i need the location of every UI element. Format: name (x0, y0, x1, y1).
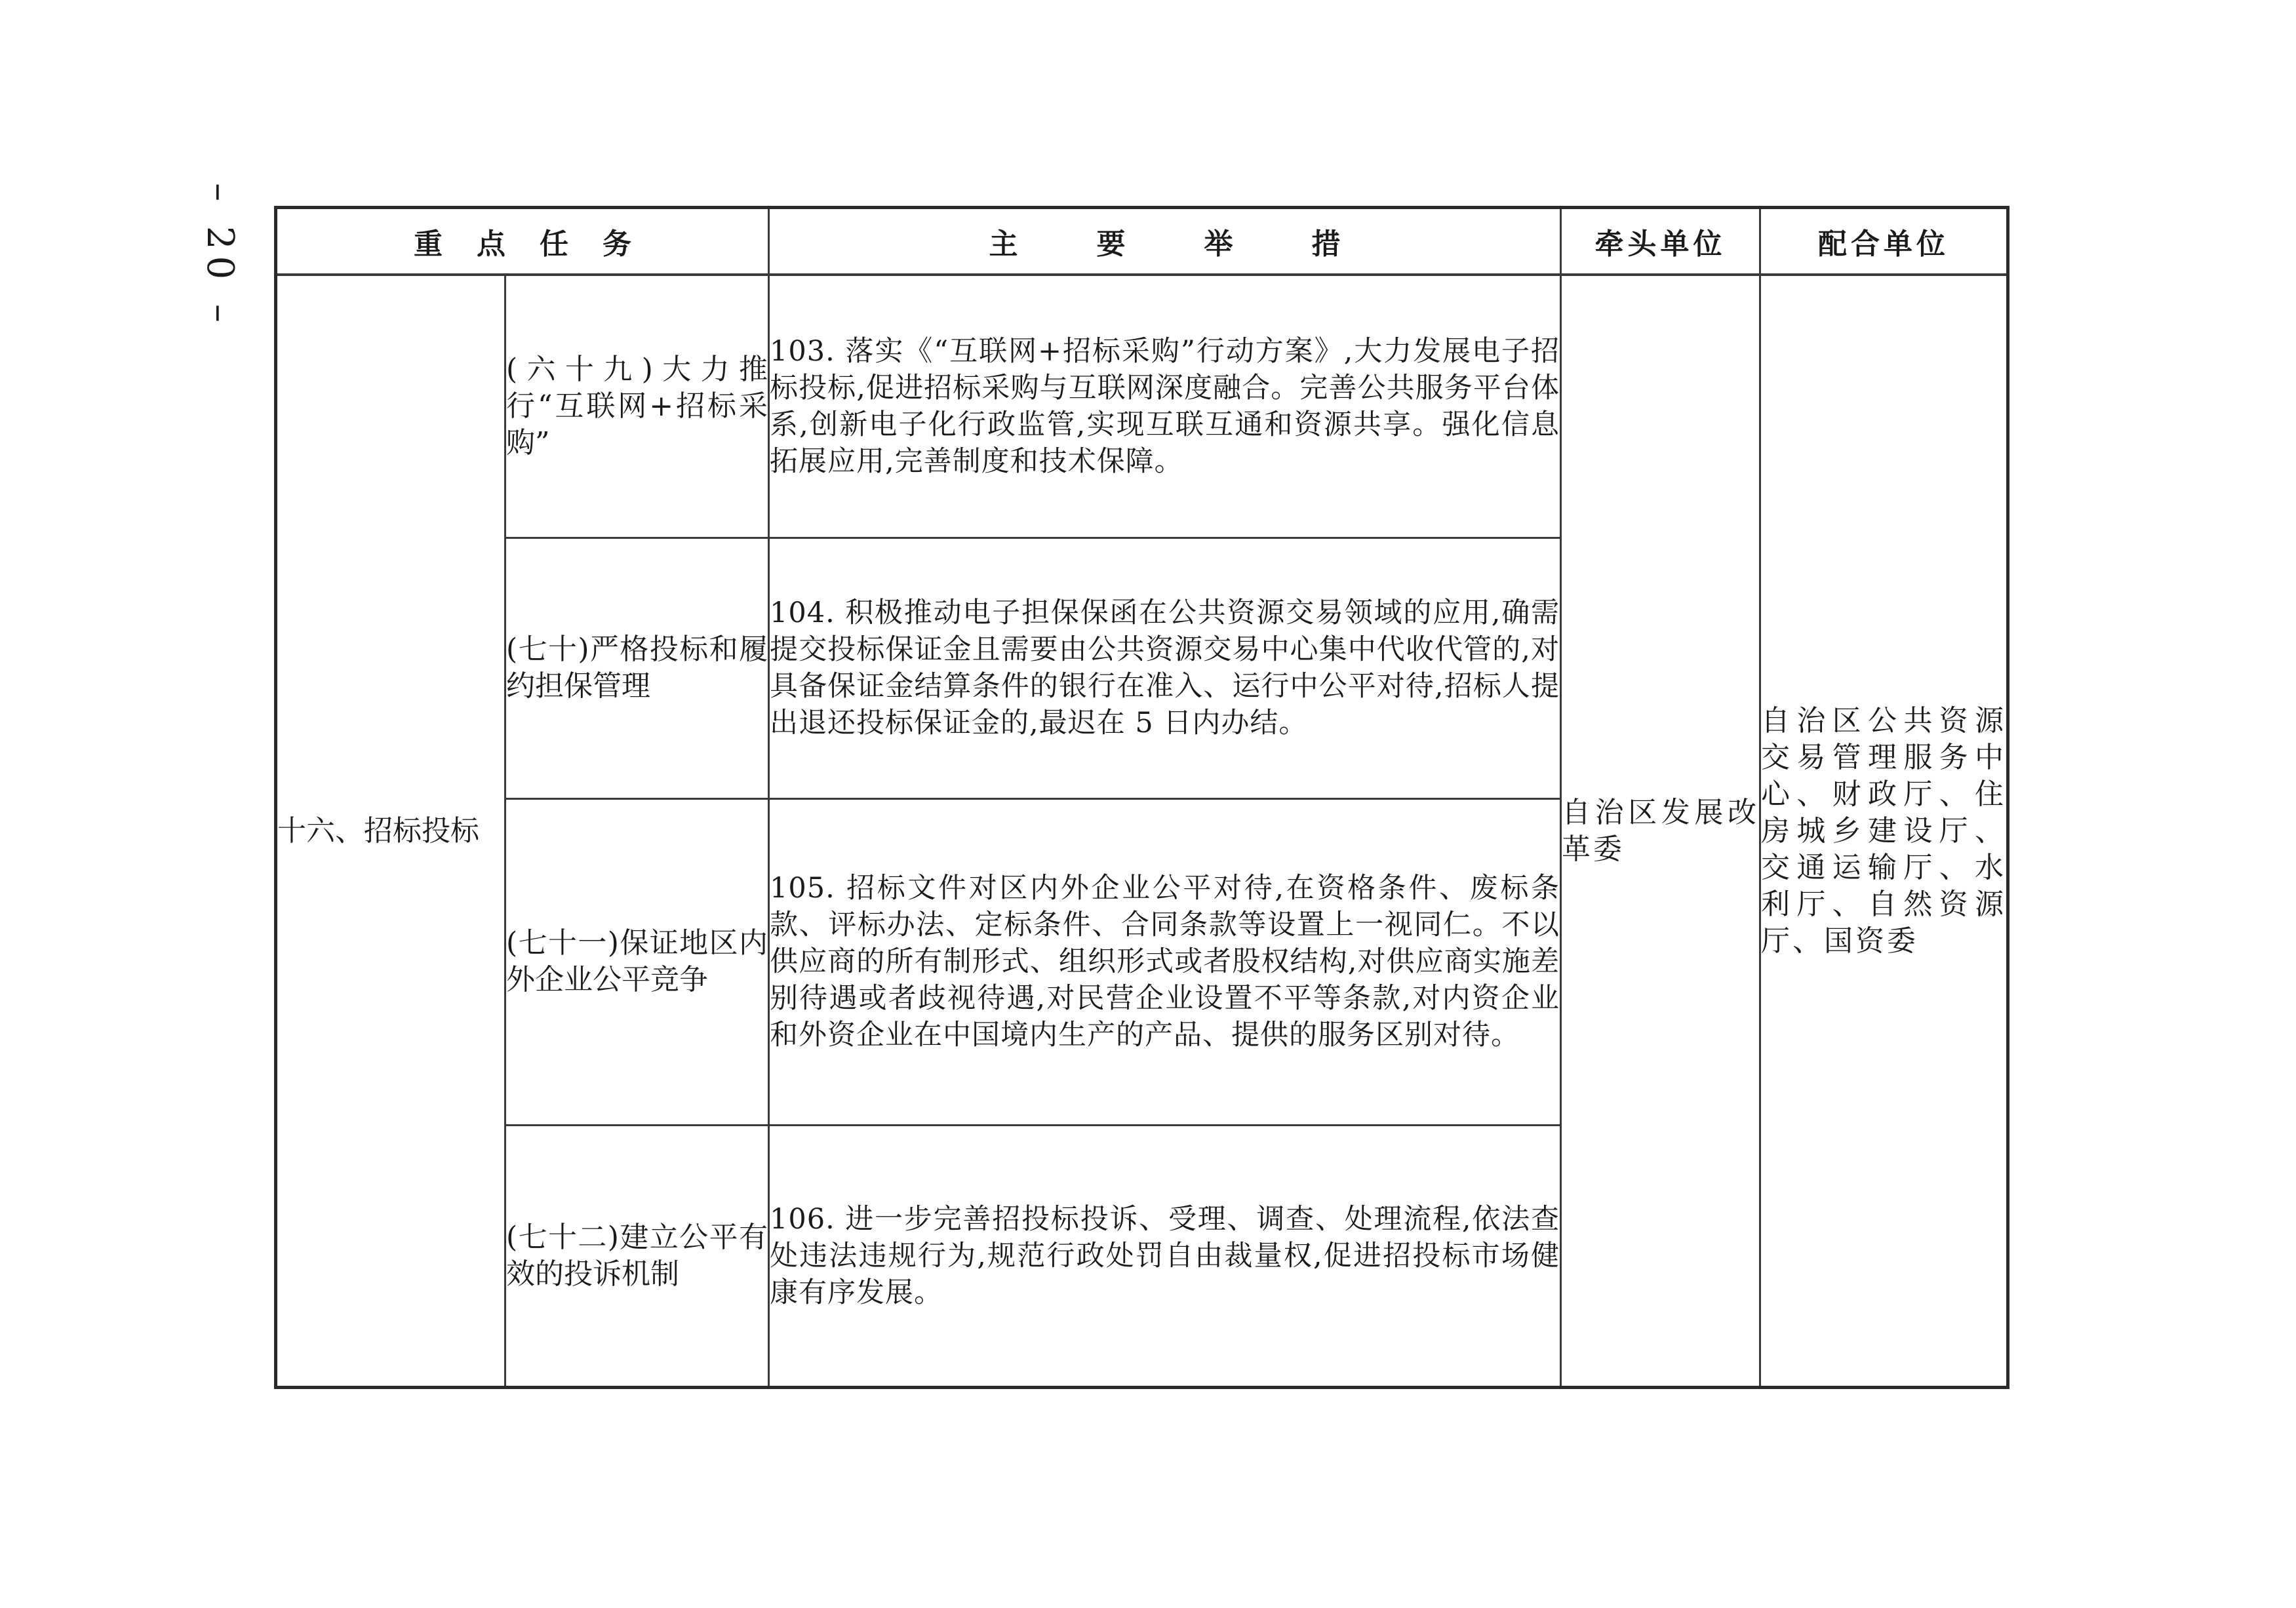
lead-unit-cell: 自治区发展改革委 (1561, 275, 1760, 1388)
header-lead-unit: 牵头单位 (1561, 208, 1760, 275)
measure-cell: 105. 招标文件对区内外企业公平对待,在资格条件、废标条款、评标办法、定标条件、合同条款等设置上一视同仁。不以供应商的所有制形式、组织形式或者股权结构,对供应商实施差别待遇或者歧视待遇,对民营企业设置不平等条款,对内资企业和外资企业在中国境内生产的产品、提供的服务区别对待。 (769, 798, 1561, 1125)
subtask-cell: (七十)严格投标和履约担保管理 (505, 538, 769, 798)
header-task: 重点任务 (276, 208, 769, 275)
subtask-cell: (七十二)建立公平有效的投诉机制 (505, 1125, 769, 1387)
header-measure: 主要举措 (769, 208, 1561, 275)
category-cell: 十六、招标投标 (276, 275, 505, 1388)
measure-cell: 104. 积极推动电子担保保函在公共资源交易领域的应用,确需提交投标保证金且需要由公共资源交易中心集中代收代管的,对具备保证金结算条件的银行在准入、运行中公平对待,招标人提出退还投标保证金的,最迟在 5 日内办结。 (769, 538, 1561, 798)
measure-cell: 103. 落实《“互联网+招标采购”行动方案》,大力发展电子招标投标,促进招标采购与互联网深度融合。完善公共服务平台体系,创新电子化行政监管,实现互联互通和资源共享。强化信息拓展应用,完善制度和技术保障。 (769, 275, 1561, 538)
subtask-cell: (七十一)保证地区内外企业公平竞争 (505, 798, 769, 1125)
page-number (190, 182, 249, 329)
table-row (276, 275, 2008, 538)
header-coop-unit: 配合单位 (1760, 208, 2008, 275)
page-number-text: – 20 – (198, 182, 241, 329)
table-header-row (276, 208, 2008, 275)
measure-cell: 106. 进一步完善招投标投诉、受理、调查、处理流程,依法查处违法违规行为,规范行政处罚自由裁量权,促进招投标市场健康有序发展。 (769, 1125, 1561, 1387)
subtask-cell: (六十九)大力推行“互联网+招标采购” (505, 275, 769, 538)
tasks-table (274, 206, 2009, 1389)
coop-unit-cell: 自治区公共资源交易管理服务中心、财政厅、住房城乡建设厅、交通运输厅、水利厅、自然资源厅、国资委 (1760, 275, 2008, 1388)
